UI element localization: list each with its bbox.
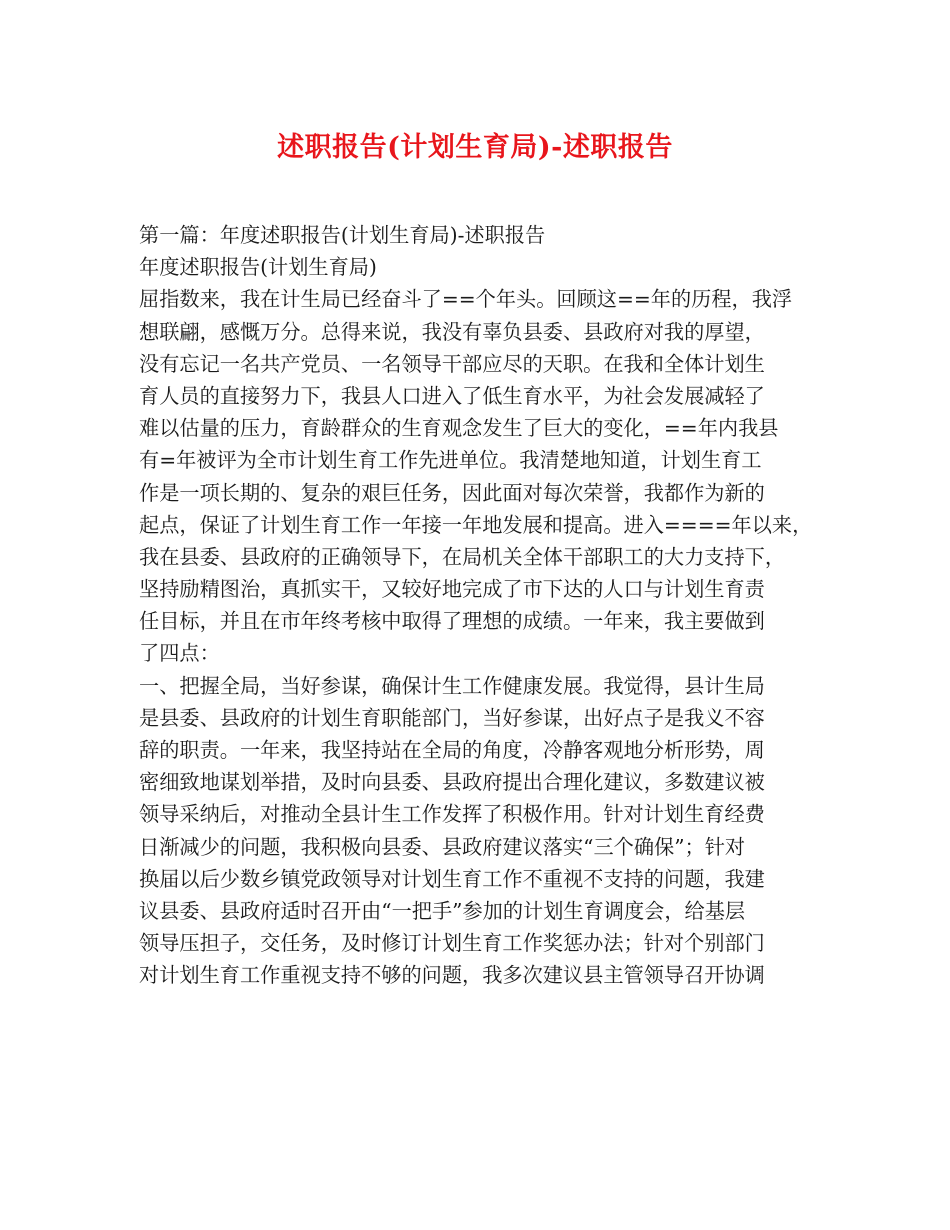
body-line: 年度述职报告(计划生育局) — [139, 255, 377, 280]
body-line: 第一篇：年度述职报告(计划生育局)-述职报告 — [139, 223, 546, 247]
body-line: 对计划生育工作重视支持不够的问题，我多次建议县主管领导召开协调 — [139, 963, 765, 988]
body-line: 屈指数来，我在计生局已经奋斗了==个年头。回顾这==年的历程，我浮 — [139, 287, 793, 312]
body-line: 议县委、县政府适时召开由“一把手”参加的计划生育调度会，给基层 — [139, 898, 746, 923]
body-line: 领导压担子，交任务，及时修订计划生育工作奖惩办法；针对个别部门 — [139, 931, 765, 956]
body-line: 我在县委、县政府的正确领导下，在局机关全体干部职工的大力支持下， — [139, 544, 786, 569]
body-line: 一、把握全局，当好参谋，确保计生工作健康发展。我觉得，县计生局 — [139, 673, 765, 698]
document-title: 述职报告(计划生育局)-述职报告 — [277, 132, 673, 163]
body-line: 任目标，并且在市年终考核中取得了理想的成绩。一年来，我主要做到 — [139, 609, 765, 634]
body-line: 领导采纳后，对推动全县计生工作发挥了积极作用。针对计划生育经费 — [139, 802, 765, 827]
body-line: 了四点： — [139, 641, 220, 666]
body-line: 起点，保证了计划生育工作一年接一年地发展和提高。进入====年以来， — [139, 512, 813, 537]
body-line: 想联翩，感慨万分。总得来说，我没有辜负县委、县政府对我的厚望， — [139, 319, 765, 344]
body-line: 育人员的直接努力下，我县人口进入了低生育水平，为社会发展减轻了 — [139, 383, 765, 408]
body-line: 换届以后少数乡镇党政领导对计划生育工作不重视不支持的问题，我建 — [139, 866, 765, 891]
body-line: 难以估量的压力，育龄群众的生育观念发生了巨大的变化，==年内我县 — [139, 416, 779, 441]
body-line: 日渐减少的问题，我积极向县委、县政府建议落实“三个确保”；针对 — [139, 834, 746, 859]
body-line: 坚持励精图治，真抓实干，又较好地完成了市下达的人口与计划生育责 — [139, 577, 765, 602]
document-body — [139, 219, 825, 992]
body-line: 没有忘记一名共产党员、一名领导干部应尽的天职。在我和全体计划生 — [139, 351, 765, 376]
body-line: 作是一项长期的、复杂的艰巨任务，因此面对每次荣誉，我都作为新的 — [139, 480, 765, 505]
body-line: 密细致地谋划举措，及时向县委、县政府提出合理化建议，多数建议被 — [139, 770, 765, 795]
body-line: 辞的职责。一年来，我坚持站在全局的角度，冷静客观地分析形势，周 — [139, 738, 765, 762]
body-line: 有=年被评为全市计划生育工作先进单位。我清楚地知道，计划生育工 — [139, 448, 762, 473]
body-line: 是县委、县政府的计划生育职能部门，当好参谋，出好点子是我义不容 — [139, 705, 765, 730]
